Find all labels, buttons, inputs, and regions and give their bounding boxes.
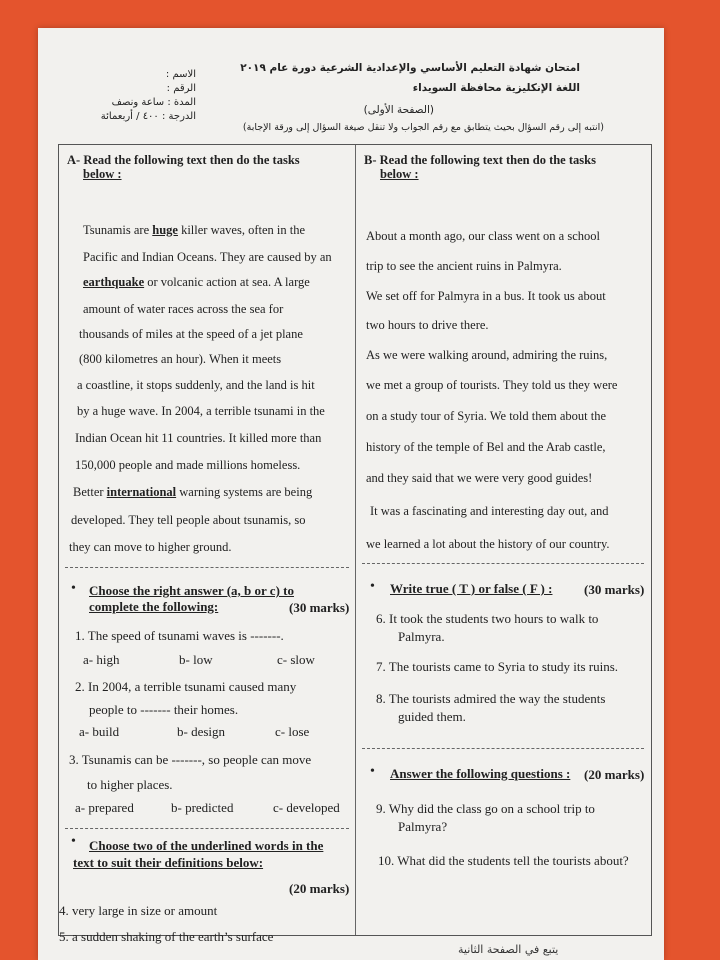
exam-header [38, 28, 664, 148]
passage-a-line: thousands of miles at the speed of a jet plane [79, 327, 303, 341]
student-info-block [66, 68, 196, 124]
passage-b-line: trip to see the ancient ruins in Palmyra. [366, 259, 562, 273]
passage-b-line: history of the temple of Bel and the Arab castle, [366, 440, 606, 454]
task2-title [73, 837, 323, 871]
exam-paper [38, 28, 664, 960]
name-label: الاسم : [165, 69, 196, 80]
number-label: الرقم : [166, 83, 196, 94]
section-b-heading-2: below : [380, 167, 419, 181]
subject-line: اللغة الإنكليزية محافظة السويداء [412, 82, 580, 94]
question-9-line-1: 9. Why did the class go on a school trip to [376, 801, 595, 816]
passage-a-line: (800 kilometres an hour). When it meets [79, 352, 282, 366]
passage-a-line: Pacific and Indian Oceans. They are caused by an [83, 250, 332, 264]
exam-title: امتحان شهادة التعليم الأساسي والإعدادية الشرعية دورة عام ٢٠١٩ [240, 62, 580, 74]
passage-b-line: As we were walking around, admiring the ruins, [366, 348, 608, 362]
exam-frame [58, 144, 652, 944]
task3-title: Write true ( T ) or false ( F ) : [390, 581, 553, 596]
task2-title-1: Choose two of the underlined words in the [89, 838, 324, 853]
passage-b-line: on a study tour of Syria. We told them about the [366, 409, 607, 423]
question-1: 1. The speed of tsunami waves is -------. [75, 628, 284, 643]
question-3-line-2: to higher places. [87, 777, 173, 792]
bullet-icon: • [370, 764, 375, 779]
question-7: 7. The tourists came to Syria to study its ruins. [376, 659, 619, 674]
task3-marks: (30 marks) [584, 582, 645, 597]
passage-a-line: a coastline, it stops suddenly, and the land is hit [77, 378, 315, 392]
option-2a: a- build [79, 724, 120, 739]
question-6-line-1: 6. It took the students two hours to walk to [376, 611, 599, 626]
question-2-line-1: 2. In 2004, a terrible tsunami caused many [75, 679, 297, 694]
passage-a-line: 150,000 people and made millions homeless. [75, 458, 301, 472]
question-2-line-2: people to ------- their homes. [89, 702, 239, 717]
passage-b-line: and they said that we were very good guides! [366, 471, 593, 485]
question-10: 10. What did the students tell the tourists about? [378, 853, 629, 868]
option-1b: b- low [179, 652, 213, 667]
section-a-heading-1: A- Read the following text then do the tasks [67, 153, 300, 167]
section-b-heading-1: B- Read the following text then do the tasks [364, 153, 596, 167]
section-a-heading-2: below : [83, 167, 122, 181]
task4-marks: (20 marks) [584, 767, 645, 782]
passage-b-line: we learned a lot about the history of our country. [366, 537, 610, 551]
option-3b: b- predicted [171, 800, 234, 815]
question-4: 4. very large in size or amount [59, 903, 218, 918]
passage-b-line: we met a group of tourists. They told us they were [366, 378, 618, 392]
question-3-line-1: 3. Tsunamis can be -------, so people can move [69, 752, 312, 767]
task2-marks: (20 marks) [289, 881, 350, 896]
option-3c: c- developed [273, 800, 340, 815]
passage-a-line: developed. They tell people about tsunamis, so [71, 513, 306, 527]
option-2c: c- lose [275, 724, 310, 739]
passage-a-text: or volcanic action at sea. A large [144, 275, 310, 289]
passage-a-line: they can move to higher ground. [69, 540, 232, 554]
duration-label: المدة : ساعة ونصف [111, 97, 196, 108]
passage-a-text: killer waves, often in the [177, 223, 305, 237]
exam-instruction: (انتبه إلى رقم السؤال بحيث يتطابق مع رقم الجواب ولا تنقل صيغة السؤال إلى ورقة الإجابة) [242, 122, 604, 133]
section-a-heading [67, 153, 300, 181]
question-6-line-2: Palmyra. [398, 629, 445, 644]
continue-note: يتبع في الصفحة الثانية [458, 943, 559, 956]
section-divider [65, 828, 349, 829]
underlined-word-huge: huge [152, 223, 178, 237]
passage-b-line: We set off for Palmyra in a bus. It took us about [366, 289, 606, 303]
section-b-heading [364, 153, 596, 181]
question-9-line-2: Palmyra? [398, 819, 448, 834]
section-a [59, 145, 355, 944]
question-5: 5. a sudden shaking of the earth’s surface [59, 929, 274, 944]
page-label: (الصفحة الأولى) [363, 104, 434, 116]
bullet-icon: • [71, 834, 76, 849]
task1-title-2: complete the following: [89, 599, 219, 614]
underlined-word-earthquake: earthquake [83, 275, 145, 289]
passage-a-text: Better [73, 485, 107, 499]
option-1a: a- high [83, 652, 120, 667]
task4-title: Answer the following questions : [390, 766, 571, 781]
question-8-line-1: 8. The tourists admired the way the students [376, 691, 606, 706]
task1-title-1: Choose the right answer (a, b or c) to [89, 583, 294, 598]
passage-a-line: by a huge wave. In 2004, a terrible tsunami in the [77, 404, 325, 418]
section-b [356, 145, 652, 935]
question-8-line-2: guided them. [398, 709, 466, 724]
passage-b-line: About a month ago, our class went on a school [366, 229, 600, 243]
underlined-word-international: international [106, 485, 177, 499]
section-divider [362, 748, 644, 749]
mark-label: الدرجة : ٤٠٠ / أربعمائة [100, 111, 196, 122]
passage-a-text: warning systems are being [176, 485, 313, 499]
option-2b: b- design [177, 724, 226, 739]
passage-b-line: two hours to drive there. [366, 318, 489, 332]
option-1c: c- slow [277, 652, 315, 667]
task1-marks: (30 marks) [289, 600, 350, 615]
section-divider [362, 563, 644, 564]
bullet-icon: • [71, 581, 76, 596]
task1-title [89, 583, 294, 615]
option-3a: a- prepared [75, 800, 134, 815]
passage-a-text: Tsunamis are [83, 223, 153, 237]
passage-a-line: Indian Ocean hit 11 countries. It killed more than [75, 431, 322, 445]
passage-b-line: It was a fascinating and interesting day out, and [370, 504, 609, 518]
passage-a-line: amount of water races across the sea for [83, 302, 284, 316]
section-divider [65, 567, 349, 568]
bullet-icon: • [370, 579, 375, 594]
task2-title-2: text to suit their definitions below: [73, 855, 264, 870]
